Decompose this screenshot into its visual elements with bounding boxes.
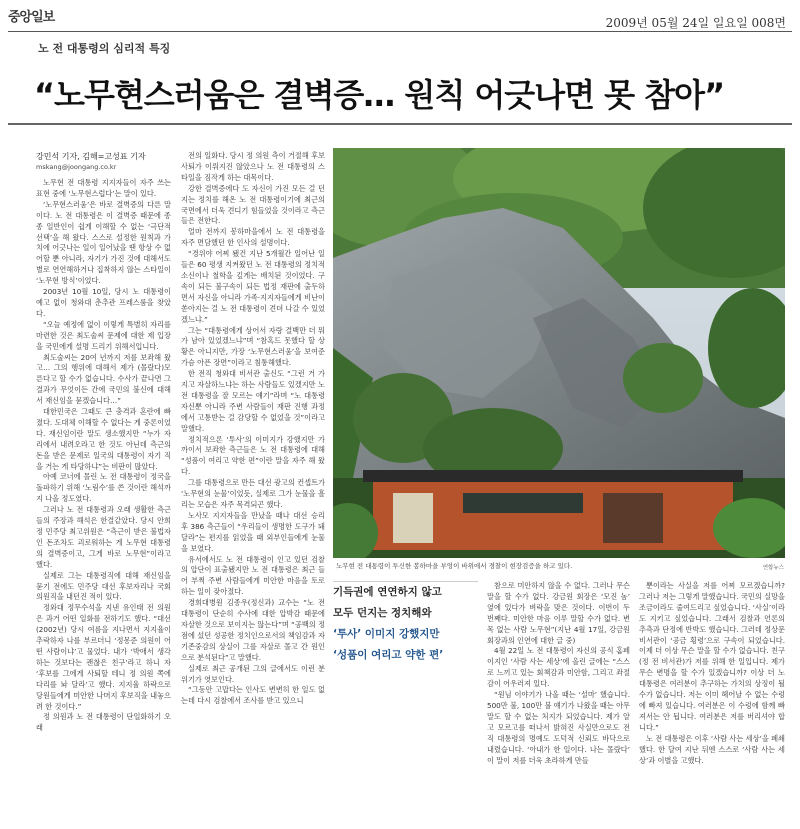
rock-cliff-photo (333, 148, 785, 558)
article-paragraph: 그러나 노 전 대통령과 오래 생활한 측근들의 주장과 해석은 한결같았다. 당시 안희정 민주당 최고위원은 “측근이 받은 불법자인 돈조차도 괴로워하는 게 노무현 대통령의 결벽증이고, 그게 바로 노무현”이라고 했다. (36, 505, 171, 569)
photo-credit: 연합뉴스 (762, 565, 784, 571)
article-paragraph: 대한민국은 그때도 큰 충격과 혼란에 빠졌다. 도대체 이해할 수 없다는 게 중론이었다. 재신임이란 말도 생소했지만 “누가 자리에서 내려오라고 한 것도 아닌데 측근의 돈을 받은 문제로 일국의 대통령이 자기 직을 거는 게 타당하냐”는 비판이 많았다. (36, 407, 171, 471)
headline-rule (8, 123, 792, 125)
article-column-2 (181, 151, 325, 818)
article-paragraph: 4월 22일 노 전 대통령이 자신의 공식 홈페이지인 ‘사람 사는 세상’에 올린 글에는 “스스로 느끼고 있는 회책감과 미안함, 그리고 좌절감이 어우러져 있다. (487, 646, 630, 689)
article-column-4 (639, 581, 785, 821)
article-paragraph: 경희대병원 김종우(정신과) 교수는 “노 전 대통령이 단순히 수사에 대한 압박감 때문에 자살한 것으로 보이지는 않는다”며 “공백의 정점에 섰던 성공한 정치인으로서의 책임감과 자기존중감의 상실이 그를 자살로 몰고 간 원인으로 분석된다”고 말했다. (181, 598, 325, 662)
pull-quote (333, 581, 478, 666)
article-paragraph: 아예 코너에 몰린 노 전 대통령이 정국을 돌파하기 위해 ‘노림수’를 쓴 것이란 해석까지 나올 정도였다. (36, 472, 171, 504)
article-paragraph: “그동안 고맙다는 인사도 변변히 한 일도 없는데 다시 검찰에서 조사를 받고 있으니 (181, 685, 325, 706)
article-paragraph: 참으로 미안하지 않을 수 없다. 그러나 무슨 말을 할 수가 없다. 강금원 회장은 ‘모진 놈’ 옆에 있다가 벼락을 맞은 것이다. 이번이 두 번째다. 미안한 마음 이루 말할 수가 없다. 변목 없는 사람 노무현”(지난 4월 17일, 강금원 회장과의 인연에 대한 글 중) (487, 581, 630, 645)
article-paragraph: 그는 “대통령에게 상어서 자랑 결백만 더 뭐가 남아 있었겠느냐”며 “참혹드 못했다 할 상황은 아니지만, 가장 ‘노무현스러움’을 보여준 가슴 아픈 장면”이라고 침통해했다. (181, 325, 325, 368)
pull-quote-line-3: ‘투사’ 이미지 강했지만 (333, 628, 440, 640)
article-paragraph: 전의 일화다. 당시 정 의원 측이 거절해 후보 사퇴가 이뤄지진 않았으나 노 전 대통령의 스타일을 짐작게 하는 대목이다. (181, 151, 325, 182)
article-paragraph: “오늘 예정에 없이 이렇게 특별히 자리를 마련한 것은 최도술씨 문제에 대한 제 입장을 국민에게 설명 드리기 위해서입니다. (36, 319, 171, 351)
photo-caption: 노무현 전 대통령이 투신한 봉하마을 부엉이 바위에서 경찰이 현장검증을 하고 있다. (336, 562, 573, 570)
article-paragraph: 얼마 전까지 봉하마을에서 노 전 대통령을 자주 면담했던 한 인사의 설명이다. (181, 227, 325, 248)
article-paragraph: 실제로 최근 공개된 그의 글에서도 이런 분위기가 엿보인다. (181, 663, 325, 684)
article-paragraph: ‘노무현스러움’은 바로 결벽증의 다른 말이다. 노 전 대통령은 이 결벽증 때문에 종종 일반인이 쉽게 이해할 수 없는 ‘극단적 선택’을 해 왔다. 스스로 설정한 원칙과 가치에 어긋나는 일이 일어났을 땐 항상 수 없어할 뿐 아니라, 자기가 가진 것에 대해서도 별로 연연해하거나 집착하지 않는 스타일이 ‘노무현 방식’이었다. (36, 199, 171, 286)
pull-quote-line-1: 기득권에 연연하지 않고 (333, 586, 442, 598)
article-paragraph: 노사모 지지자들을 만났을 때나 대선 승리 후 386 측근들이 “우리들이 생명한 도구가 돼 달라”는 편지를 읽었을 때 외부인들에게 눈물을 보였다. (181, 510, 325, 553)
pull-quote-line-4: ‘성품이 여리고 약한 편’ (333, 649, 444, 661)
article-paragraph: 노무현 전 대통령 지지자들이 자주 쓰는 표현 중에 ‘노무현스럽다’는 말이 있다. (36, 178, 171, 198)
article-paragraph: 정치적으론 ‘투사’의 이미지가 강했지만 가까이서 보좌한 측근들은 노 전 대통령에 대해 “성품이 여리고 약한 편”이란 말을 자주 해 왔다. (181, 434, 325, 477)
article-paragraph: 실제로 그는 대통령직에 대해 재신임을 묻기 전에도 민주당 대선 후보자리나 국회의원직을 내던진 적이 있다. (36, 570, 171, 602)
headline: “노무현스러움은 결벽증… 원칙 어긋나면 못 참아” (34, 76, 725, 114)
article-paragraph: 노 전 대통령은 이후 ‘사람 사는 세상’을 폐쇄했다. 한 달여 지난 뒤엔 스스로 ‘사람 사는 세상’과 이별을 고했다. (639, 733, 785, 765)
section-title: 노 전 대통령의 심리적 특징 (38, 42, 171, 55)
article-paragraph: 한 전직 청와대 비서관 출신도 “그런 거 가지고 자살하느냐는 하는 사람들도 있겠지만 노 전 대통령을 잘 모르는 얘기”라며 “노 대통령 자신뿐 아니라 주변 사람들이 재판 진행 과정에서 고통받는 걸 감당할 수 없었을 것”이라고 말했다. (181, 369, 325, 433)
article-paragraph: 그를 대통령으로 만든 대선 광고의 컨셉트가 ‘노무현의 눈물’이었듯, 실제로 그가 눈물을 흘리는 모습은 자주 목격되곤 했다. (181, 478, 325, 509)
article-paragraph: 정 의원과 노 전 대통령이 단일화하기 오래 (36, 712, 171, 733)
byline: 강민석 기자, 김해=고성표 기자 (36, 152, 146, 161)
byline-email: mskang@joongang.co.kr (36, 163, 117, 171)
article-paragraph: “원님 이야기가 나올 때는 ‘설마’ 했습니다. 500만 불, 100만 불 얘기가 나왔을 때는 아무 말도 할 수 없는 처지가 되었습니다. 제가 알고 모르고를 떠나서 밝혀진 사실만으로도 전직 대통령의 명예도 도덕적 신뢰도 바닥으로 내렸습니다. ‘아내가 한 일이다. 나는 몰랐다’ 이 말이 저를 더욱 초라하게 만들 (487, 690, 630, 765)
article-paragraph: 최도술씨는 20여 년까지 저를 보좌해 왔고… 그의 행위에 대해서 제가 (몰랐다)모른다고 할 수가 없습니다. 수사가 끝나면 그 결과가 무엇이든 간에 국민의 불신에 대해서 재신임을 묻겠습니다…” (36, 352, 171, 406)
article-photo (333, 148, 785, 558)
article-paragraph: 2003년 10월 10일, 당시 노 대통령이 예고 없이 청와대 춘추관 프레스룸을 찾았다. (36, 287, 171, 318)
article-paragraph: 뿐이라는 사실을 저를 어찌 모르겠습니까? 그러나 저는 그렇게 말했습니다. 국민의 실망을 조금이라도 줄여드리고 싶었습니다. ‘사실’이라도 지키고 싶었습니다. 그래서 검찰과 언론의 추측과 단정에 반박도 했습니다. 그러데 정상문 비서관이 ‘공금 횡령’으로 구속이 되었습니다. 이제 더 이상 무슨 말을 할 수가 없습니다. 친구(정 전 비서관)가 저를 위해 한 일입니다. 제가 무슨 변명을 할 수가 있겠습니까? 이상 더 노 대통령은 여러분이 추구하는 가치의 상징이 될 수가 없습니다. 저는 이미 헤어날 수 없는 수렁에 빠져 있습니다. 여러분은 이 수렁에 함께 빠져서는 안 됩니다. 여러분은 저를 버리셔야 합니다.” (639, 581, 785, 732)
pull-quote-line-2: 모두 던지는 정치해와 (333, 607, 432, 619)
article-paragraph: 정와대 정무수석을 지낸 유인태 전 의원은 과거 어떤 일화를 전하기도 했다. “대선(2002년) 당시 여름을 지나면서 지지율이 추락하자 나를 부르더니 ‘정몽준 의원이 어떤 사람이냐’고 물었다. 내가 ‘박애서 생각하는 것보다는 괜찮은 친구’라고 하니 자 ‘후보를 그에게 사퇴할 테니 정 의원 쪽에 다리를 놔 달라’고 했다. 지지율 하락으로 당원들에게 미안한 나머지 후보직을 내놓으려 한 것이다.” (36, 603, 171, 711)
article-paragraph: 유서에서도 노 전 대통령이 인고 있던 검찰의 압단이 표출됐지만 노 전 대통령은 최근 들어 부쩍 주변 사람들에게 미안한 마음을 토로하는 일이 잦아졌다. (181, 554, 325, 597)
article-column-3 (487, 581, 630, 821)
top-rule (8, 31, 792, 32)
article-column-1 (36, 178, 171, 818)
newspaper-masthead: 중앙일보 (8, 10, 55, 25)
article-paragraph: 강한 결벽증에다 도 자신이 가진 모든 걸 던지는 정치를 해온 노 전 대통령이기에 최근의 국면에서 더욱 견디기 힘들었을 것이라고 측근들은 전한다. (181, 183, 325, 226)
dateline: 2009년 05월 24일 일요일 008면 (605, 16, 786, 30)
article-paragraph: “경위야 어찌 됐건 지난 5개월간 일어난 일들은 60 평생 지켜왔던 노 전 대통령의 정치적 소신이나 철학을 깊게는 배치된 것이었다. 구속이 되든 불구속이 되든 법정 재판에 출두하면서 자신을 아니라 가족·지지자들에게 비난이 쏟아지는 걸 노 전 대통령이 견뎌 나갈 수 있었겠느냐.” (181, 249, 325, 324)
